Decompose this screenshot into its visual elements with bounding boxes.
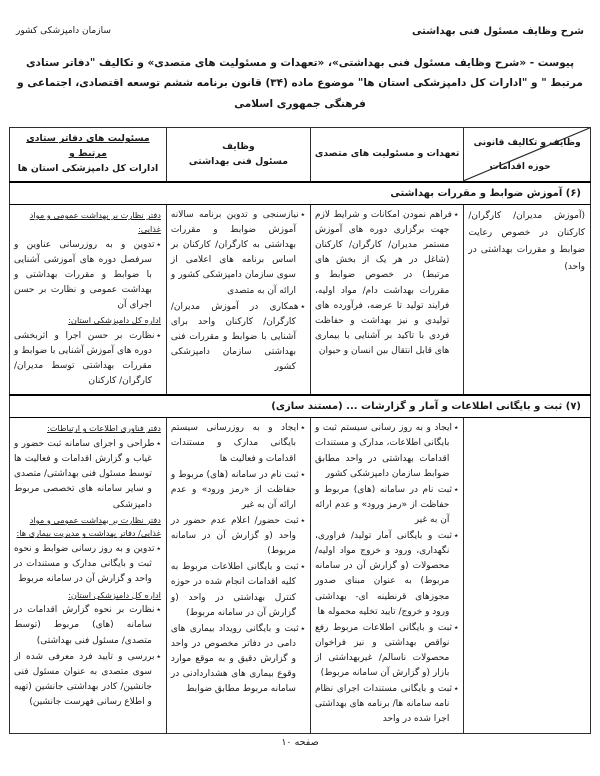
section-7-title-row [10, 395, 591, 418]
duties-table [9, 127, 591, 733]
bullet-marker: ٭ [156, 439, 161, 449]
column-header-obligations: تعهدات و مسئولیت های متصدی [310, 128, 463, 182]
document-title: شرح وظایف مسئول فنی بهداشتی [412, 26, 584, 37]
bullet-marker: ٭ [300, 516, 305, 526]
bullet-text: ثبت و بایگانی اطلاعات مربوط به کلیه اقدامات انجام شده در حوزه کنترل بهداشتی در واحد (و گزارش آن در سامانه مربوط) [170, 562, 299, 618]
office-heading: دفتر نظارت بر بهداشت عمومی و مواد غذایی/ دفاتر بهداشت و مدیریت بیماری ها: [16, 514, 161, 539]
page-number: صفحه ۱۰ [281, 737, 319, 748]
bullet-item [315, 621, 458, 681]
section-6-duties-cell [166, 205, 310, 396]
section-6-offices-cell [10, 205, 167, 396]
bullet-marker: ٭ [300, 469, 305, 479]
column-header-duties [166, 128, 310, 182]
bullet-item [315, 483, 458, 528]
bullet-text: ثبت و بایگانی اطلاعات مربوط رفع نواقص بهداشتی و نیز فراخوان محصولات ناسالم/ غیربهداشتی از بازار (و گزارش آن سامانه مربوط) [314, 622, 452, 679]
bullet-item [315, 682, 458, 727]
column-header-duties-line2: مسئول فنی بهداشتی [188, 155, 289, 167]
bullet-item [171, 421, 305, 466]
section-7-title: (۷) ثبت و بایگانی اطلاعات و آمار و گزارشات ... (مستند سازی) [10, 395, 591, 418]
bullet-item [171, 208, 305, 299]
column-header-offices [10, 128, 167, 182]
bullet-item [171, 514, 305, 559]
bullet-text: نیازسنجی و تدوین برنامه سالانه آموزش ضوابط و مقررات بهداشتی به کارگران/ کارکنان بر اساس برنامه های اعلامی از سوی سازمان دامپزشکی کشور و ارائه آن به متصدی [170, 210, 299, 296]
column-header-offices-line1: مسئولیت های دفاتر ستادی مرتبط و [26, 133, 150, 160]
section-6-title: (۶) آموزش ضوابط و مقررات بهداشتی [10, 182, 591, 205]
section-6-obligations-cell [310, 205, 463, 396]
organization-name: سازمان دامپزشکی کشور [16, 26, 111, 36]
column-header-offices-line2: ادارات کل دامپزشکی استان ها [17, 163, 159, 175]
bullet-item [14, 437, 161, 513]
bullet-text: ایجاد و به روزرسانی سیستم بایگانی مدارک و مستندات اقدامات و فعالیت ها [170, 423, 299, 464]
bullet-text: طراحی و اجرای سامانه ثبت حضور و غیاب و گزارش اقدامات و فعالیت ها توسط مسئول فنی بهداشتی/ متصدی و سایر سامانه های تخصصی مربوط دامپزشکی [14, 439, 155, 510]
bullet-text: همکاری در آموزش مدیران/ کارگران/ کارکنان واحد برای آشنایی با ضوابط و مقررات فنی بهداشتی سازمان دامپزشکی کشور [170, 301, 299, 373]
bullet-marker: ٭ [156, 605, 161, 615]
bullet-marker: ٭ [453, 684, 459, 694]
bullet-marker: ٭ [156, 330, 161, 340]
bullet-text: نظارت بر حسن اجرا و اثربخشی دوره های آموزش آشنایی با ضوابط و مقررات بهداشتی توسط مدیران/ کارگران/ کارکنان [14, 330, 155, 387]
intro-paragraph: پیوست - «شرح وظایف مسئول فنی بهداشتی»، «تعهدات و مسئولیت های متصدی» و تکالیف "دفاتر ستادی مرتبط " و "ادارات کل دامپزشکی استان ها" موضوع ماده (۳۴) قانون برنامه ششم توسعه اقتصادی، اجتماعی و فرهنگی جمهوری اسلامی [17, 57, 583, 110]
section-7-content-row [10, 418, 591, 733]
bullet-marker: ٭ [453, 423, 459, 433]
bullet-item [315, 529, 458, 620]
bullet-marker: ٭ [300, 210, 305, 220]
bullet-text: تدوین و به روز رسانی ضوابط و نحوه ثبت و بایگانی مدارک و مستندات در واحد و گزارش آن در سامانه مربوط [14, 544, 155, 585]
bullet-marker: ٭ [453, 484, 459, 494]
bullet-text: ثبت حضور/ اعلام عدم حضور در واحد (و گزارش آن در سامانه مربوط) [170, 516, 299, 557]
bullet-text: فراهم نمودن امکانات و شرایط لازم جهت برگزاری دوره های آموزش مستمر مدیران/ کارگران/ کارکنان (شاغل در هر یک از بخش های مرتبط) در خصوص ضوابط و مقررات بهداشت دام/ مواد اولیه، فرایند تولید تا عرضه، فرآورده های تولیدی و نیز بهداشت و حفاظت فردی با تاکید بر آشنایی با بیماری های قابل انتقال بین انسان و حیوان [314, 210, 452, 357]
bullet-item [171, 560, 305, 620]
bullet-text: نظارت بر نحوه گزارش اقدامات در سامانه (های) مربوط (توسط متصدی/ مسئول فنی بهداشتی) [14, 605, 155, 646]
section-6-title-row [10, 182, 591, 205]
bullet-marker: ٭ [453, 531, 459, 541]
bullet-item [171, 468, 305, 513]
section-7-duties-cell [166, 418, 310, 733]
bullet-marker: ٭ [453, 210, 459, 220]
bullet-text: ایجاد و به روز رسانی سیستم ثبت و بایگانی اطلاعات، مدارک و مستندات اقدامات بهداشتی در واحد مطابق ضوابط سازمان دامپزشکی کشور [314, 423, 452, 479]
bullet-item [315, 208, 458, 359]
bullet-item [14, 542, 161, 587]
office-heading: اداره کل دامپزشکی استان: [68, 589, 161, 600]
section-7-obligations-cell [310, 418, 463, 733]
bullet-text: ثبت و بایگانی آمار تولید/ فراوری، نگهداری، ورود و خروج مواد اولیه/ محصولات (و گزارش آن در سامانه مربوط) به عنوان مبنای صدور مجوزهای قرنطینه ای- بهداشتی ورود و خروج/ تایید تخلیه محموله ها [314, 531, 452, 617]
table-header-row [10, 128, 591, 182]
section-7-offices-cell [10, 418, 167, 733]
bullet-item [14, 603, 161, 648]
section-6-scope-cell: (آموزش مدیران/ کارگران/ کارکنان در خصوص رعایت ضوابط و مقررات بهداشتی در واحد) [464, 205, 591, 396]
bullet-item [171, 300, 305, 376]
bullet-item [14, 650, 161, 710]
bullet-text: ثبت نام در سامانه (های) مربوط و حفاظت از «رمز ورود» و عدم ارائه آن به غیر [170, 469, 299, 510]
bullet-text: ثبت و بایگانی مستندات اجرای نظام نامه سامانه ها/ برنامه های بهداشتی اجرا شده در واحد [314, 684, 452, 725]
section-7-scope-cell [464, 418, 591, 733]
bullet-item [315, 421, 458, 481]
bullet-marker: ٭ [156, 651, 161, 661]
bullet-item [14, 238, 161, 314]
bullet-text: ثبت نام در سامانه (های) مربوط و حفاظت از «رمز ورود» و عدم ارائه آن به غیر [314, 484, 452, 526]
bullet-marker: ٭ [300, 562, 305, 572]
bullet-marker: ٭ [156, 239, 161, 249]
section-6-content-row [10, 205, 591, 396]
office-heading: اداره کل دامپزشکی استان: [68, 315, 161, 326]
corner-top-label: وظایف و تکالیف قانونی [473, 137, 581, 148]
bullet-text: تدوین و به روزرسانی عناوین و سرفصل دوره های آموزشی آشنایی با ضوابط و مقررات بهداشتی و بهداشت عمومی و نظارت بر حسن اجرای آن [14, 239, 155, 311]
page-header [0, 26, 600, 37]
bullet-item [14, 329, 161, 389]
corner-header-cell [464, 128, 591, 182]
bullet-marker: ٭ [300, 623, 305, 633]
bullet-marker: ٭ [453, 622, 459, 632]
office-heading: دفتر فناوری اطلاعات و ارتباطات: [47, 423, 161, 434]
corner-bottom-label: حوزه اقدامات [489, 162, 551, 173]
bullet-item [171, 622, 305, 698]
bullet-marker: ٭ [300, 423, 305, 433]
column-header-duties-line1: وظایف [222, 140, 255, 152]
bullet-marker: ٭ [156, 544, 161, 554]
office-heading: دفتر نظارت بر بهداشت عمومی و مواد غذایی: [29, 210, 161, 234]
bullet-text: ثبت و بایگانی رویداد بیماری های دامی در دفاتر مخصوص در واحد و گزارش دقیق و به موقع موارد وقوع بیماری های هشداردادنی در سامانه مربوط مطابق ضوابط [170, 623, 299, 695]
bullet-text: بررسی و تایید فرد معرفی شده از سوی متصدی به عنوان مسئول فنی جانشین/ کادر بهداشتی جانشین (تهیه و اطلاع رسانی فهرست جانشین) [14, 651, 155, 708]
bullet-marker: ٭ [300, 301, 305, 311]
